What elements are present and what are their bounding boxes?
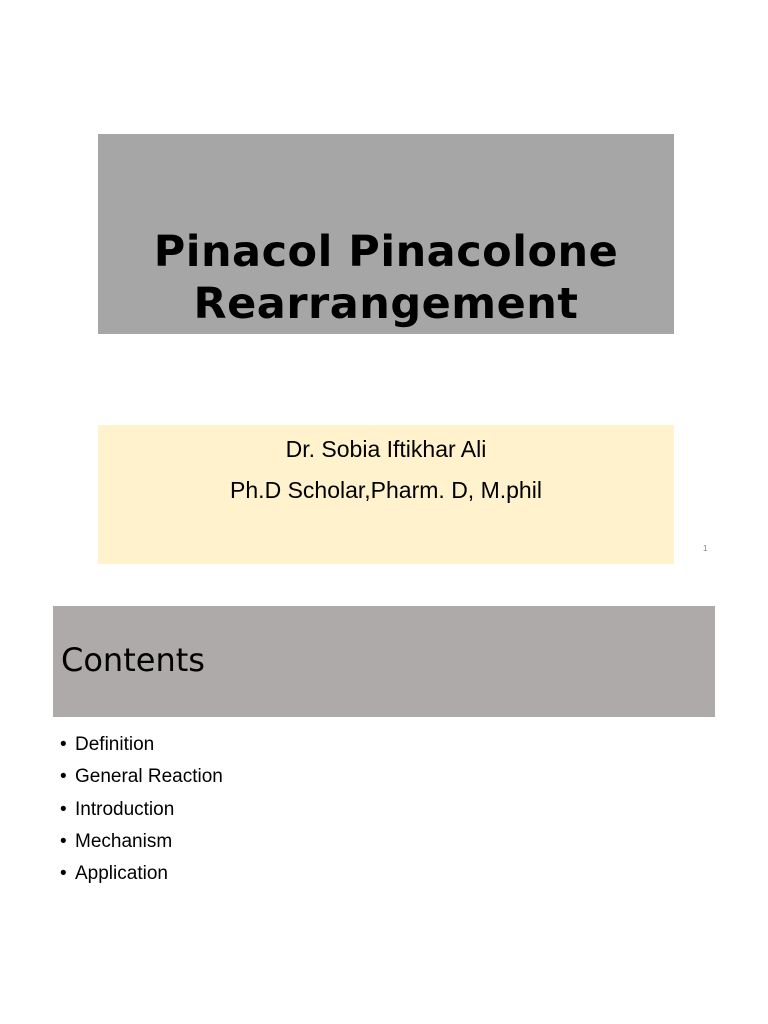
slide-number: 1: [703, 544, 708, 553]
list-item-label: Introduction: [75, 798, 175, 820]
contents-heading: Contents: [61, 641, 205, 679]
author-name: Dr. Sobia Iftikhar Ali: [285, 436, 487, 462]
list-item: [60, 729, 223, 761]
title-box: [98, 134, 674, 334]
bullet-icon: •: [60, 830, 67, 852]
bullet-icon: •: [60, 766, 67, 788]
list-item: [60, 761, 223, 793]
list-item-label: Definition: [75, 734, 155, 755]
list-item: [60, 858, 223, 890]
list-item-label: Mechanism: [75, 830, 173, 852]
list-item: [60, 826, 223, 858]
list-item: [60, 794, 223, 826]
bullet-icon: •: [60, 798, 67, 820]
bullet-icon: •: [60, 734, 67, 755]
author-credentials: Ph.D Scholar,Pharm. D, M.phil: [230, 477, 542, 503]
slide-title-line-2: Rearrangement: [193, 279, 579, 329]
contents-header: [53, 606, 715, 717]
contents-list: [60, 729, 223, 890]
list-item-label: Application: [75, 863, 168, 885]
slide-title-line-1: Pinacol Pinacolone: [153, 227, 619, 277]
list-item-label: General Reaction: [75, 766, 223, 788]
bullet-icon: •: [60, 863, 67, 885]
subtitle-box: [98, 425, 674, 564]
